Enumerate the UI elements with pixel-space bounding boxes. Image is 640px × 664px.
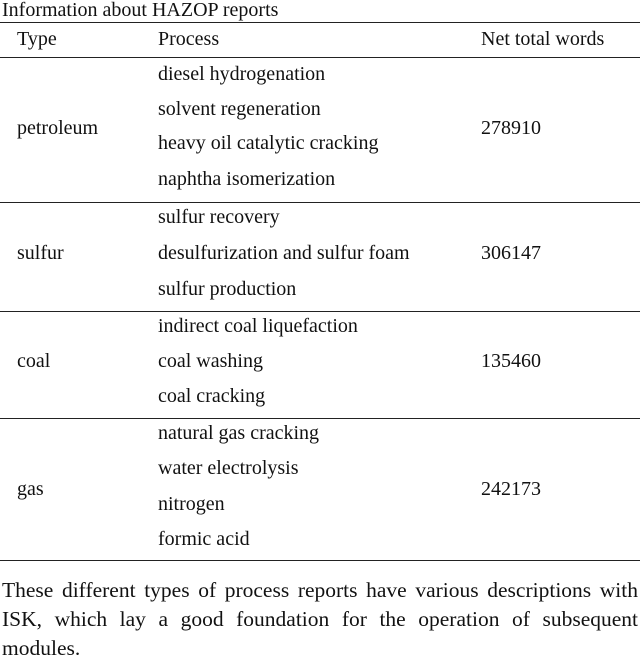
process-item: formic acid <box>158 528 250 550</box>
type-coal: coal <box>17 350 51 372</box>
body-paragraph: These different types of process reports have various descriptions with ISK, which lay a good foundation for the operation of subsequent modules. <box>2 578 638 660</box>
process-item: sulfur production <box>158 278 297 300</box>
process-item: coal cracking <box>158 385 266 407</box>
words-sulfur: 306147 <box>481 242 541 264</box>
process-item: nitrogen <box>158 493 225 515</box>
header-process: Process <box>158 28 220 50</box>
type-sulfur: sulfur <box>17 242 64 264</box>
words-gas: 242173 <box>481 478 541 500</box>
type-gas: gas <box>17 478 44 500</box>
table-caption: Information about HAZOP reports <box>2 0 279 21</box>
table-top-rule <box>0 22 640 23</box>
header-type: Type <box>17 28 57 50</box>
header-rule <box>0 57 640 58</box>
group-rule <box>0 418 640 419</box>
group-rule <box>0 202 640 203</box>
process-item: indirect coal liquefaction <box>158 315 358 337</box>
words-coal: 135460 <box>481 350 541 372</box>
group-rule <box>0 311 640 312</box>
process-item: diesel hydrogenation <box>158 63 326 85</box>
words-petroleum: 278910 <box>481 117 541 139</box>
process-item: desulfurization and sulfur foam <box>158 242 410 264</box>
process-item: sulfur recovery <box>158 206 280 228</box>
process-item: solvent regeneration <box>158 98 321 120</box>
table-bottom-rule <box>0 560 640 561</box>
type-petroleum: petroleum <box>17 117 99 139</box>
process-item: naphtha isomerization <box>158 168 336 190</box>
process-item: natural gas cracking <box>158 422 320 444</box>
process-item: water electrolysis <box>158 457 299 479</box>
process-item: coal washing <box>158 350 263 372</box>
header-net-total-words: Net total words <box>481 28 605 50</box>
process-item: heavy oil catalytic cracking <box>158 132 379 154</box>
